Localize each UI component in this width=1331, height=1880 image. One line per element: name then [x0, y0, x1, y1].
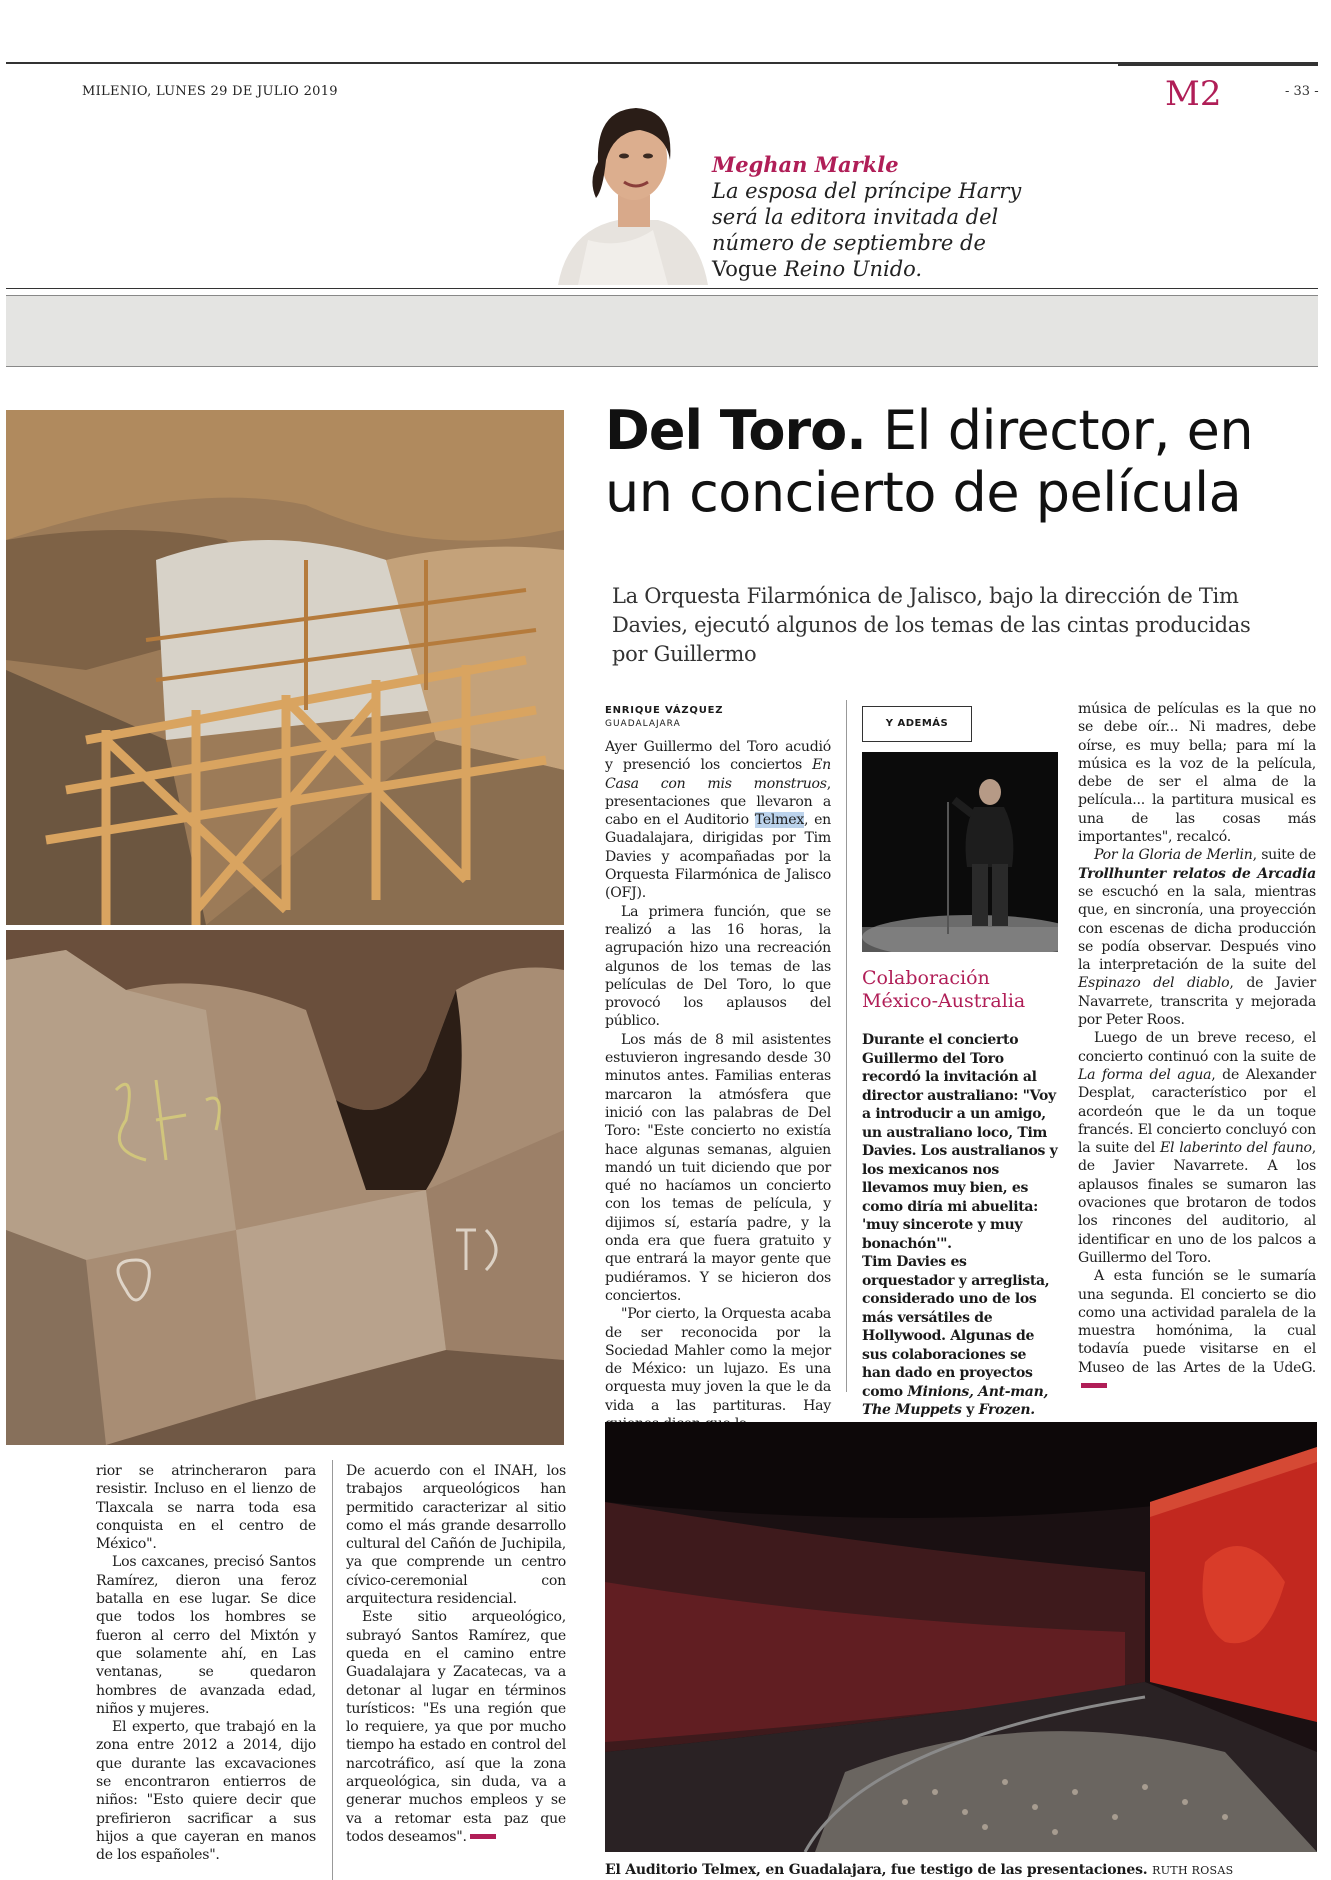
meghan-markle-portrait — [548, 80, 713, 285]
text: , de Javier Navarrete, transcrita y mejorada por Peter Roos. — [1078, 975, 1316, 1029]
byline-place: GUADALAJARA — [605, 719, 681, 729]
headline — [605, 400, 1325, 524]
film-title: El laberinto del fauno — [1159, 1140, 1312, 1157]
photo-credit: RUTH ROSAS — [1152, 1864, 1234, 1877]
ad-band — [6, 295, 1318, 367]
text: , de Alexander Desplat, característico por el acordeón que le da un toque francés. El concierto concluyó con la suite del — [1078, 1066, 1317, 1157]
paragraph: La primera función, que se realizó a las 16 horas, la agrupación hizo una recreación algunos de los temas de las películas de Del Toro, lo que provocó los aplausos del público. — [605, 903, 831, 1030]
text: Luego de un breve receso, el concierto continuó con la suite de — [1078, 1030, 1316, 1065]
film-title: La forma del agua — [1078, 1066, 1212, 1083]
page-number: - 33 - — [1285, 84, 1319, 99]
text: Este sitio arqueológico, subrayó Santos Ramírez, que queda en el camino entre Guadalajara y Zacatecas, va a detonar al lugar en términos turísticos: "Es una región que lo requiere, ya que por mucho tiempo ha estado en control del narcotráfico, así que la zona arqueológica, sin duda, va a generar muchos empleos y se va a retomar esta paz que todos deseamos". — [346, 1609, 566, 1845]
header-bottom-rule — [6, 288, 1318, 289]
deck: La Orquesta Filarmónica de Jalisco, bajo la dirección de Tim Davies, ejecutó algunos de los temas de las cintas producidas por Guillermo — [612, 584, 1251, 666]
paragraph: El experto, que trabajó en la zona entre 2012 a 2014, dijo que durante las excavaciones se encontraron entierros de niños: "Esto quiere decir que prefirieron sacrificar a sus hijos a que cayeran en manos de los españoles". — [96, 1719, 316, 1864]
ademas-tag: Y ADEMÁS — [862, 706, 972, 742]
text: se escuchó en la sala, mientras que, en sincronía, una proyección con escenas de dicha producción se podía observar. Después vino la interpretación de la suite del — [1078, 883, 1316, 974]
text: y — [966, 1402, 975, 1418]
text: Ayer Guillermo del Toro acudió y presenció los conciertos — [605, 739, 831, 774]
caption-text: El Auditorio Telmex, en Guadalajara, fue testigo de las presentaciones. — [605, 1862, 1148, 1878]
teaser-text-pre: La esposa del príncipe Harry será la editora invitada del número de septiembre de — [712, 179, 1022, 255]
paragraph: De acuerdo con el INAH, los trabajos arqueológicos han permitido caracterizar al sitio como el más grande desarrollo cultural del Cañón de Juchipila, ya que comprende un centro cívico-ceremonial con arquitectura residencial. — [346, 1463, 566, 1608]
text: Tim Davies es orquestador y arreglista, considerado uno de los más versátiles de Hollywood. Algunas de sus colaboraciones se han dado en proyectos como — [862, 1254, 1050, 1400]
section-rule — [1118, 62, 1318, 66]
tim-davies-photo — [862, 752, 1058, 952]
sidebar-paragraph: Durante el concierto Guillermo del Toro recordó la invitación al director australiano: "Voy a introducir a un amigo, un australiano loco, Tim Davies. Los australianos y los mexicanos nos llevamos muy bien, es como diría mi abuelita: 'muy sincerote y muy bonachón'". — [862, 1032, 1058, 1252]
scaffolding-photo — [6, 410, 564, 925]
story-column-b — [346, 1462, 566, 1846]
paragraph — [346, 1608, 566, 1846]
sidebar-body — [862, 1031, 1058, 1420]
photo-caption — [605, 1862, 1233, 1878]
film-title: Frozen. — [978, 1402, 1035, 1418]
paragraph: Los caxcanes, precisó Santos Ramírez, dieron una feroz batalla en ese lugar. Se dice que todos los hombres se fueron al cerro del Mixtón y que solamente ahí, en Las ventanas, se quedaron hombres de avanzada edad, niños y mujeres. — [96, 1554, 316, 1717]
end-mark — [470, 1834, 496, 1839]
text: A esta función se le sumaría una segunda. El concierto se dio como una actividad paralela de la muestra homónima, la cual todavía puede visitarse en el Museo de las Artes de la UdeG. — [1078, 1268, 1316, 1376]
paragraph: "Por cierto, la Orquesta acaba de ser reconocida por la Sociedad Mahler como la mejor de México: un lujazo. Es una orquesta muy joven la que le da vida a las partituras. Hay — [605, 1306, 831, 1414]
sidebar-headline: Colaboración México-Australia — [862, 967, 1026, 1012]
text: , de Javier Navarrete. A los aplausos finales se sumaron las ovaciones que brotaron de todos los rincones del auditorio, al identificar en uno de los palcos a Guillermo del Toro. — [1078, 1140, 1317, 1266]
story-column-a — [96, 1462, 316, 1865]
article-column-1 — [605, 738, 831, 1433]
teaser-text — [712, 178, 1052, 282]
headline-lead: Del Toro. — [605, 399, 866, 462]
highlighted-word: Telmex — [754, 812, 805, 829]
film-titles: Minions, Ant-man, The Muppets — [862, 1383, 1049, 1418]
series-title: Trollhunter relatos de Arcadia — [1078, 865, 1316, 882]
film-title: Espinazo del diablo — [1078, 975, 1230, 992]
suite-title: Por la Gloria de Merlin — [1094, 847, 1253, 864]
paragraph: Los más de 8 mil asistentes estuvieron ingresando desde 30 minutos antes. Familias enteras marcaron la atmósfera que inició con las palabras de Del Toro: "Este concierto no existía hace algunas semanas, alguien mandó un tuit diciendo que por qué no hacíamos un concierto con los temas de película, y dijimos sí, estaría padre, y la onda era que fuera gratuito y que entrará la mayor gente que pudiéramos. Y se hicieron dos conciertos. — [605, 1031, 831, 1304]
column-divider — [332, 1460, 333, 1880]
paragraph — [605, 738, 831, 903]
graffiti-wall-photo — [6, 930, 564, 1445]
text: , suite de — [1252, 847, 1316, 864]
text: , presentaciones que llevaron a cabo en el Auditorio — [605, 775, 831, 829]
teaser-magazine: Vogue — [712, 257, 778, 281]
byline-name: ENRIQUE VÁZQUEZ — [605, 705, 724, 716]
column-divider — [846, 700, 847, 1392]
sidebar-paragraph — [862, 1253, 1058, 1420]
teaser-text-post: Reino Unido. — [783, 257, 923, 281]
text: , en Guadalajara, dirigidas por Tim Davies y acompañadas por la Orquesta Filarmónica de Jalisco (OFJ). — [605, 812, 831, 902]
paragraph — [1078, 846, 1316, 1029]
article-column-3 — [1078, 700, 1316, 1395]
teaser-name: Meghan Markle — [712, 152, 899, 177]
paragraph — [1078, 1267, 1316, 1395]
concert-title: En Casa con mis monstruos — [605, 757, 831, 792]
paragraph: música de películas es la que no se debe oír... Ni madres, debe oírse, es muy bella; para mí la música es la voz de la película, debe de ser el alma de la película... la partitura musical es una de las cosas más importantes", recalcó. — [1078, 701, 1316, 846]
dateline: MILENIO, LUNES 29 DE JULIO 2019 — [82, 84, 338, 99]
paragraph — [1078, 1029, 1316, 1267]
end-mark — [1081, 1383, 1107, 1388]
auditorio-telmex-photo — [605, 1422, 1317, 1852]
headline-rest: El director, en un concierto de película — [605, 399, 1254, 524]
section-label: M2 — [1165, 74, 1222, 114]
paragraph: rior se atrincheraron para resistir. Incluso en el lienzo de Tlaxcala se narra toda esa conquista en el centro de México". — [96, 1463, 316, 1553]
